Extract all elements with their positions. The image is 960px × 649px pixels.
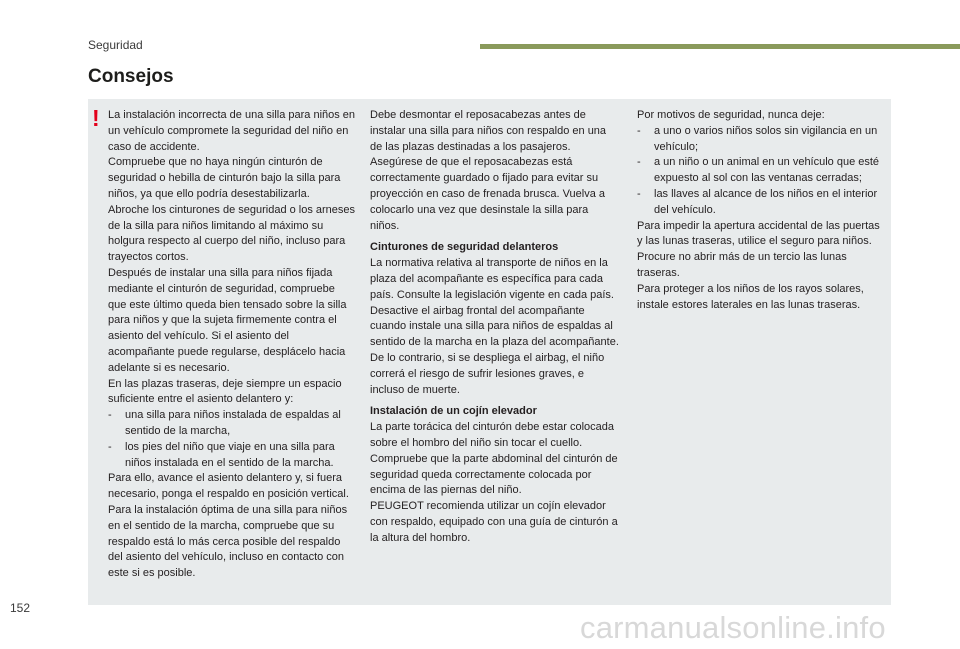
column-middle: [370, 108, 620, 547]
list-dash: -: [637, 187, 641, 200]
column-right: [637, 108, 887, 313]
paragraph: Para impedir la apertura accidental de las puertas y las lunas traseras, utilice el seguro para niños.: [637, 219, 880, 248]
paragraph: Asegúrese de que el reposacabezas está correctamente guardado o fijado para evitar su proyección en caso de frenada brusca. Vuelva a colocarlo una vez que desinstale la silla para niños.: [370, 156, 606, 232]
paragraph: Debe desmontar el reposacabezas antes de instalar una silla para niños con respaldo en una de las plazas destinadas a los pasajeros.: [370, 109, 607, 153]
list-item: [637, 155, 887, 187]
list-item: [637, 187, 887, 219]
list-item-text: a uno o varios niños solos sin vigilancia en un vehículo;: [654, 124, 878, 153]
list-item-text: los pies del niño que viaje en una silla para niños instalada en el sentido de la marcha.: [125, 440, 335, 469]
subheading-front-seatbelts: Cinturones de seguridad delanteros: [370, 241, 559, 254]
paragraph: Para ello, avance el asiento delantero y, si fuera necesario, ponga el respaldo en posición vertical.: [108, 472, 349, 501]
list-item: [108, 408, 356, 440]
paragraph: Abroche los cinturones de seguridad o los arneses de la silla para niños limitando al máximo su holgura respecto al cuerpo del niño, incluso para trayectos cortos.: [108, 203, 356, 264]
list-dash: -: [637, 156, 641, 169]
subheading-booster-cushion: Instalación de un cojín elevador: [370, 405, 537, 418]
section-divider: [480, 44, 960, 49]
warning-exclamation-icon: !: [92, 105, 100, 131]
paragraph: La instalación incorrecta de una silla para niños en un vehículo compromete la seguridad del niño en caso de accidente.: [108, 109, 356, 153]
paragraph: Compruebe que no haya ningún cinturón de seguridad o hebilla de cinturón bajo la silla para niños, ya que ello podría desestabilizarla.: [108, 156, 341, 200]
paragraph: Para la instalación óptima de una silla para niños en el sentido de la marcha, compruebe que su respaldo está lo más cerca posible del respaldo del asiento del vehículo, incluso en contacto con este si es posible.: [108, 503, 348, 580]
paragraph: La parte torácica del cinturón debe estar colocada sobre el hombro del niño sin tocar el cuello.: [370, 421, 614, 449]
list-item-text: a un niño o un animal en un vehículo que esté expuesto al sol con las ventanas cerradas;: [654, 156, 880, 185]
list-item: [108, 440, 356, 472]
paragraph: Por motivos de seguridad, nunca deje:: [637, 109, 825, 121]
paragraph: Para proteger a los niños de los rayos solares, instale estores laterales en las lunas traseras.: [637, 282, 864, 311]
column-left: [108, 108, 356, 582]
paragraph: Compruebe que la parte abdominal del cinturón de seguridad queda correctamente colocada por encima de las piernas del niño.: [370, 452, 618, 497]
page-number: 152: [10, 601, 31, 615]
list-item-text: una silla para niños instalada de espaldas al sentido de la marcha,: [125, 409, 341, 437]
paragraph: Después de instalar una silla para niños fijada mediante el cinturón de seguridad, compruebe que este último queda bien tensado sobre la silla para niños y que la sujeta firmemente contra el asiento del vehículo. Si el asiento del acompañante puede regularse, desplácelo hacia adelante si es necesario.: [108, 266, 347, 374]
list-dash: -: [108, 440, 112, 453]
paragraph: En las plazas traseras, deje siempre un espacio suficiente entre el asiento delantero y:: [108, 377, 342, 406]
list-item-text: las llaves al alcance de los niños en el interior del vehículo.: [654, 187, 878, 216]
paragraph: PEUGEOT recomienda utilizar un cojín elevador con respaldo, equipado con una guía de cinturón a la altura del hombro.: [370, 500, 618, 544]
paragraph: Desactive el airbag frontal del acompañante cuando instale una silla para niños de espaldas al sentido de la marcha en la plaza del acompañante.: [370, 304, 619, 349]
list-dash: -: [637, 124, 641, 137]
paragraph: Procure no abrir más de un tercio las lunas traseras.: [637, 251, 847, 279]
watermark: carmanualsonline.info: [580, 610, 886, 645]
paragraph: La normativa relativa al transporte de niños en la plaza del acompañante es específica para cada país. Consulte la legislación vigente en cada país.: [370, 257, 614, 301]
section-label: Seguridad: [88, 38, 143, 52]
list-dash: -: [108, 409, 112, 422]
page-title: Consejos: [88, 66, 174, 87]
paragraph: De lo contrario, si se despliega el airbag, el niño correrá el riesgo de sufrir lesiones graves, e incluso de muerte.: [370, 351, 605, 396]
list-item: [637, 124, 887, 156]
